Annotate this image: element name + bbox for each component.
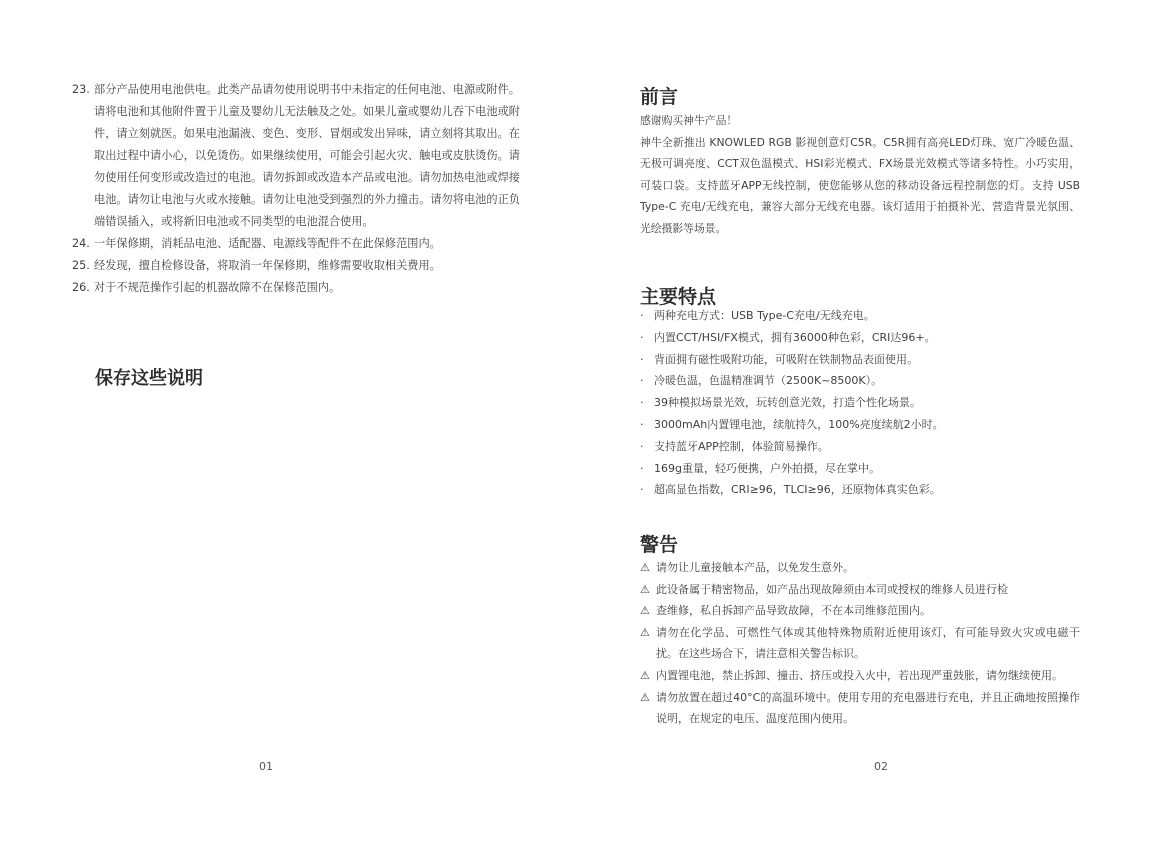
list-item	[640, 557, 1080, 579]
list-item	[640, 600, 1080, 622]
bullet-icon: ·	[640, 396, 644, 410]
list-item	[640, 436, 1080, 458]
page-number: 02	[874, 760, 888, 773]
feature-text: 冷暖色温，色温精准调节（2500K~8500K）。	[654, 374, 883, 388]
warning-icon: ⚠	[640, 604, 650, 618]
warnings-list	[640, 557, 1080, 730]
feature-text: 背面拥有磁性吸附功能，可吸附在铁制物品表面使用。	[654, 352, 918, 366]
item-number: 25.	[72, 259, 90, 272]
list-item	[640, 349, 1080, 371]
feature-text: 39种模拟场景光效，玩转创意光效，打造个性化场景。	[654, 396, 921, 410]
item-number: 24.	[72, 237, 90, 250]
feature-text: 支持蓝牙APP控制，体验简易操作。	[654, 439, 829, 453]
list-item	[640, 327, 1080, 349]
features-heading: 主要特点	[640, 286, 717, 308]
list-item	[640, 622, 1080, 665]
list-item	[640, 305, 1080, 327]
warning-text: 内置锂电池，禁止拆卸、撞击、挤压或投入火中，若出现严重鼓胀，请勿继续使用。	[656, 668, 1063, 682]
warning-icon: ⚠	[640, 625, 650, 639]
warning-text: 查维修，私自拆卸产品导致故障，不在本司维修范围内。	[656, 604, 931, 618]
warning-icon: ⚠	[640, 561, 650, 574]
warning-text: 请勿放置在超过40°C的高温环境中。使用专用的充电器进行充电，并且正确地按照操作说明，在规定的电压、温度范围内使用。	[656, 690, 1080, 726]
list-item	[72, 255, 520, 277]
page-number: 01	[259, 760, 273, 773]
preface-heading: 前言	[640, 86, 679, 108]
feature-text: 169g重量，轻巧便携，户外拍摄，尽在掌中。	[654, 461, 880, 475]
feature-text: 两种充电方式：USB Type-C充电/无线充电。	[654, 309, 875, 322]
safety-instructions-list	[72, 79, 520, 299]
bullet-icon: ·	[640, 417, 644, 431]
right-page	[575, 0, 1149, 847]
list-item	[640, 370, 1080, 392]
list-item	[640, 579, 1080, 601]
item-number: 23.	[72, 83, 90, 96]
item-text: 部分产品使用电池供电。此类产品请勿使用说明书中未指定的任何电池、电源或附件。请将电池和其他附件置于儿童及婴幼儿无法触及之处。如果儿童或婴幼儿吞下电池或附件，请立刻就医。如果电池漏液、变色、变形、冒烟或发出异味，请立刻将其取出。在取出过程中请小心，以免烫伤。如果继续使用，可能会引起火灾、触电或皮肤烫伤。请勿使用任何变形或改造过的电池。请勿拆卸或改造本产品或电池。请勿加热电池或焊接电池。请勿让电池与火或水接触。请勿让电池受到强烈的外力撞击。请勿将电池的正负端错误插入，或将新旧电池或不同类型的电池混合使用。	[94, 83, 520, 228]
item-number: 26.	[72, 281, 90, 294]
list-item	[72, 233, 520, 255]
preface-greeting: 感谢购买神牛产品！	[640, 114, 738, 127]
list-item	[640, 665, 1080, 687]
preface-body-text: 神牛全新推出 KNOWLED RGB 影视创意灯C5R。C5R拥有高亮LED灯珠、宽广冷暖色温、无极可调亮度、CCT双色温模式、HSI彩光模式、FX场景光效模式等诸多特性。小巧实用，可装口袋。支持蓝牙APP无线控制，使您能够从您的移动设备远程控制您的灯。支持 USB Type-C 充电/无线充电，兼容大部分无线充电器。该灯适用于拍摄补光、营造背景光氛围、光绘摄影等场景。	[640, 135, 1080, 235]
list-item	[640, 414, 1080, 436]
warning-icon: ⚠	[640, 690, 650, 704]
list-item	[72, 79, 520, 233]
bullet-icon: ·	[640, 439, 644, 453]
bullet-icon: ·	[640, 483, 644, 497]
list-item	[640, 392, 1080, 414]
bullet-icon: ·	[640, 309, 644, 322]
list-item	[640, 687, 1080, 730]
feature-text: 内置CCT/HSI/FX模式，拥有36000种色彩，CRI达96+。	[654, 330, 936, 344]
save-instructions-heading: 保存这些说明	[95, 368, 203, 389]
list-item	[640, 458, 1080, 480]
bullet-icon: ·	[640, 461, 644, 475]
features-list	[640, 305, 1080, 501]
item-text: 经发现，擅自检修设备，将取消一年保修期，维修需要收取相关费用。	[94, 259, 441, 272]
warning-icon: ⚠	[640, 668, 650, 682]
item-text: 一年保修期，消耗品电池、适配器、电源线等配件不在此保修范围内。	[94, 237, 441, 250]
list-item	[640, 479, 1080, 501]
bullet-icon: ·	[640, 352, 644, 366]
warning-text: 此设备属于精密物品，如产品出现故障须由本司或授权的维修人员进行检	[656, 582, 1008, 596]
bullet-icon: ·	[640, 374, 644, 388]
warning-text: 请勿让儿童接触本产品，以免发生意外。	[656, 561, 854, 574]
warning-icon: ⚠	[640, 582, 650, 596]
warnings-heading: 警告	[640, 534, 679, 556]
preface-section	[640, 110, 1080, 239]
list-item	[72, 277, 520, 299]
left-page	[0, 0, 574, 847]
feature-text: 超高显色指数，CRI≥96，TLCI≥96，还原物体真实色彩。	[654, 483, 941, 497]
warning-text: 请勿在化学品、可燃性气体或其他特殊物质附近使用该灯，有可能导致火灾或电磁干扰。在这些场合下，请注意相关警告标识。	[656, 625, 1080, 661]
feature-text: 3000mAh内置锂电池，续航持久，100%亮度续航2小时。	[654, 417, 944, 431]
bullet-icon: ·	[640, 330, 644, 344]
item-text: 对于不规范操作引起的机器故障不在保修范围内。	[94, 281, 341, 294]
